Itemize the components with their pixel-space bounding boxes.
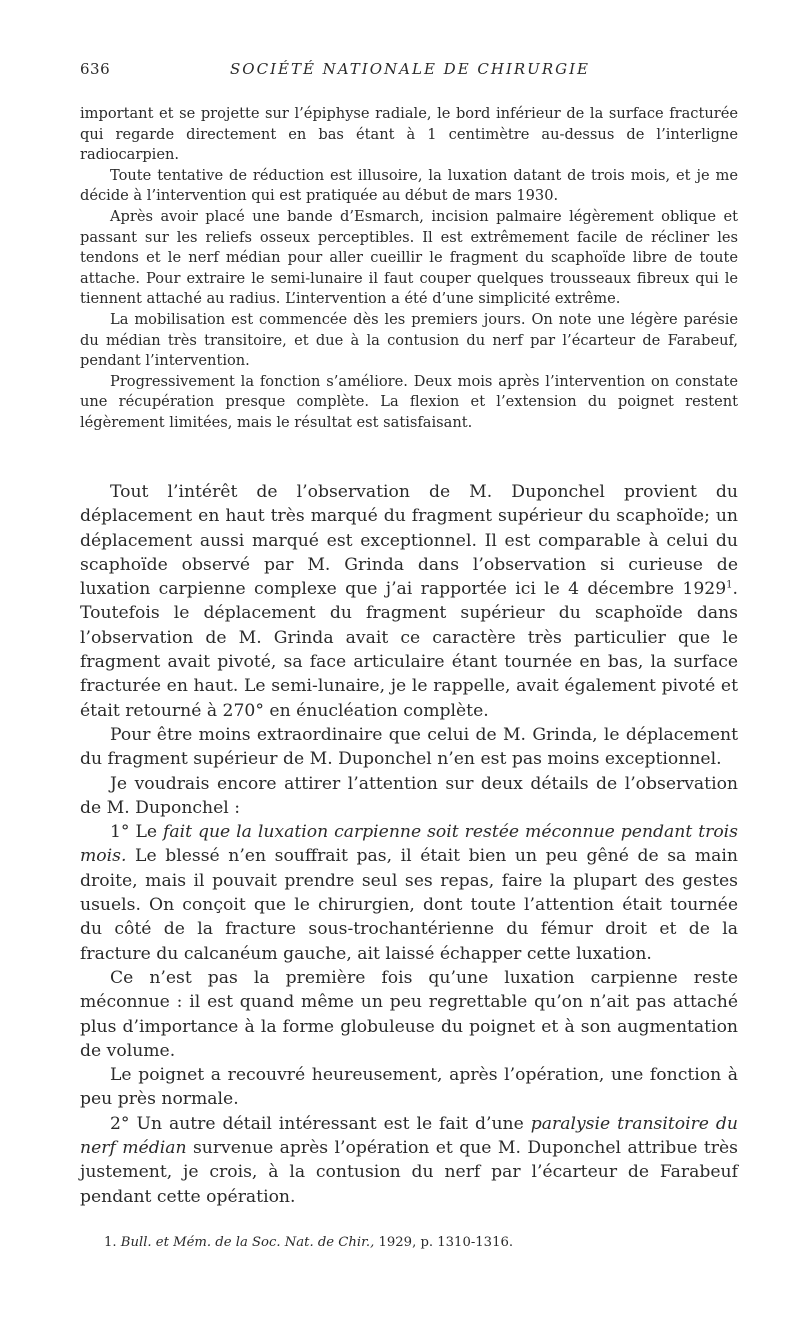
commentary-paragraph: 1° Le fait que la luxation carpienne soit restée méconnue pendant trois mois. Le blessé n’en souffrait pas, il était bien un peu gêné de sa main droite, mais il pouvait prendre seul ses repas, faire la plupart des gestes usuels. On conçoit que le chirurgien, dont toute l’attention était tournée du côté de la fracture sous-trochantérienne du fémur droit et de la fracture du calcanéum gauche, ait laissé échapper cette luxation.	[80, 822, 738, 964]
case-report-section	[80, 104, 738, 434]
case-paragraph: important et se projette sur l’épiphyse radiale, le bord inférieur de la surface fracturée qui regarde directement en bas étant à 1 centimètre au-dessus de l’interligne radiocarpien.	[80, 105, 738, 164]
commentary-paragraph: Le poignet a recouvré heureusement, après l’opération, une fonction à peu près normale.	[80, 1065, 738, 1110]
emphasis-text: paralysie transitoire du nerf médian	[80, 1113, 738, 1159]
footnote	[104, 1234, 744, 1252]
commentary-paragraph: Pour être moins extraordinaire que celui de M. Grinda, le déplacement du fragment supérieur de M. Duponchel n’en est pas moins exceptionnel.	[80, 724, 738, 770]
case-paragraph: La mobilisation est commencée dès les premiers jours. On note une légère parésie du médian très transitoire, et due à la contusion du nerf par l’écarteur de Farabeuf, pendant l’intervention.	[80, 310, 738, 370]
commentary-paragraph: Ce n’est pas la première fois qu’une luxation carpienne reste méconnue : il est quand même un peu regrettable qu’on n’ait pas attaché plus d’importance à la forme globuleuse du poignet et à son augmentation de volume.	[80, 967, 738, 1061]
commentary-paragraph: Je voudrais encore attirer l’attention sur deux détails de l’observation de M. Duponchel :	[80, 773, 738, 818]
case-paragraph: Progressivement la fonction s’améliore. Deux mois après l’intervention on constate une récupération presque complète. La flexion et l’extension du poignet restent légèrement limitées, mais le résultat est satisfaisant.	[80, 372, 738, 431]
case-paragraph: Après avoir placé une bande d’Esmarch, incision palmaire légèrement oblique et passant sur les reliefs osseux perceptibles. Il est extrêmement facile de récliner les tendons et le nerf médian pour aller cueillir le fragment du scaphoïde libre de toute attache. Pour extraire le semi-lunaire il faut couper quelques trousseaux fibreux qui le tiennent attaché au radius. L’intervention a été d’une simplicité extrême.	[80, 207, 738, 308]
emphasis-text: fait que la luxation carpienne soit restée méconnue pendant trois mois.	[80, 822, 738, 867]
case-paragraph: Toute tentative de réduction est illusoire, la luxation datant de trois mois, et je me décide à l’intervention qui est pratiquée au début de mars 1930.	[80, 166, 738, 205]
page-header	[80, 60, 740, 84]
commentary-paragraph: 2° Un autre détail intéressant est le fait d’une paralysie transitoire du nerf médian survenue après l’opération et que M. Duponchel attribue très justement, je crois, à la contusion du nerf par l’écarteur de Farabeuf pendant cette opération.	[80, 1113, 738, 1207]
page-number: 636	[80, 60, 111, 78]
commentary-section	[80, 480, 738, 1209]
footnote-pages: 1929, p. 1310-1316.	[374, 1235, 514, 1250]
footnote-reference: 1	[726, 579, 733, 591]
commentary-paragraph: Tout l’intérêt de l’observation de M. Duponchel provient du déplacement en haut très marqué du fragment supérieur du scaphoïde; un déplacement aussi marqué est exceptionnel. Il est comparable à celui du scaphoïde observé par M. Grinda dans l’observation si curieuse de luxation carpienne complexe que j’ai rapportée ici le 4 décembre 1929$^1$. Toutefois le déplacement du fragment supérieur du scaphoïde dans l’observation de M. Grinda avait ce caractère très particulier que le fragment avait pivoté, sa face articulaire étant tournée en bas, la surface fracturée en haut. Le semi-lunaire, je le rappelle, avait également pivoté et était retourné à 270° en énucléation complète.	[80, 482, 738, 721]
footnote-number: 1.	[104, 1235, 117, 1250]
running-title: SOCIÉTÉ NATIONALE DE CHIRURGIE	[230, 60, 590, 78]
footnote-source: Bull. et Mém. de la Soc. Nat. de Chir.,	[120, 1235, 375, 1250]
